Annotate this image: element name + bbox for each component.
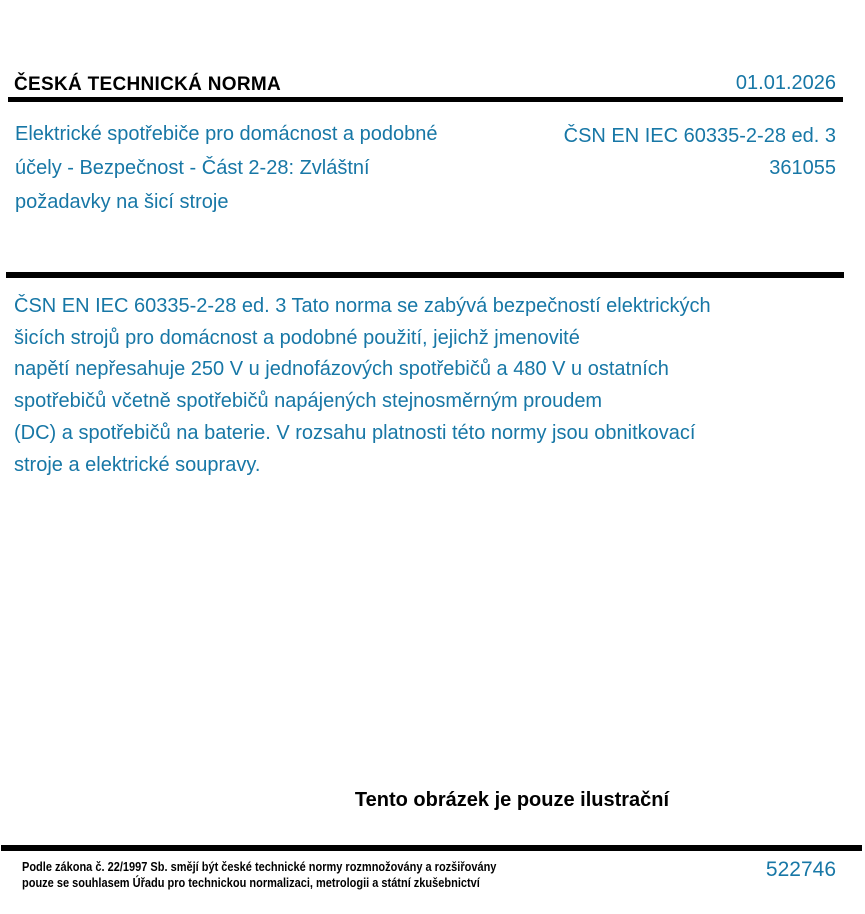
norm-designation: ČSN EN IEC 60335-2-28 ed. 3 <box>563 125 836 147</box>
abstract-line: stroje a elektrické soupravy. <box>14 453 261 476</box>
footer-divider <box>1 845 862 851</box>
abstract-line: spotřebičů včetně spotřebičů napájených stejnosměrným proudem <box>14 390 603 413</box>
effective-date: 01.01.2026 <box>735 72 836 94</box>
abstract-line: (DC) a spotřebičů na baterie. V rozsahu platnosti této normy jsou obnitkovací <box>14 421 696 444</box>
header-divider <box>8 97 843 102</box>
norm-identifiers <box>564 120 836 184</box>
title-divider <box>6 272 844 278</box>
copyright-line: Podle zákona č. 22/1997 Sb. smějí být české technické normy rozmnožovány a rozšiřovány <box>22 860 497 874</box>
copyright-notice <box>22 859 496 891</box>
norm-class-number: 361055 <box>769 157 836 179</box>
abstract-line: ČSN EN IEC 60335-2-28 ed. 3 Tato norma se zabývá bezpečností elektrických <box>14 295 711 317</box>
illustration-disclaimer: Tento obrázek je pouze ilustrační <box>354 789 670 811</box>
abstract-line: šicích strojů pro domácnost a podobné použití, jejichž jmenovité <box>14 326 580 349</box>
order-number: 522746 <box>765 858 836 881</box>
norm-abstract <box>14 291 711 481</box>
norm-title-line: Elektrické spotřebiče pro domácnost a podobné <box>15 123 438 145</box>
abstract-line: napětí nepřesahuje 250 V u jednofázových spotřebičů a 480 V u ostatních <box>14 358 669 381</box>
page-title: ČESKÁ TECHNICKÁ NORMA <box>14 74 282 95</box>
norm-title-line: účely - Bezpečnost - Část 2-28: Zvláštní <box>15 157 370 179</box>
norm-title <box>15 117 437 219</box>
copyright-line: pouze se souhlasem Úřadu pro technickou normalizaci, metrologii a státní zkušebnictví <box>22 876 480 890</box>
norm-title-line: požadavky na šicí stroje <box>15 191 229 213</box>
